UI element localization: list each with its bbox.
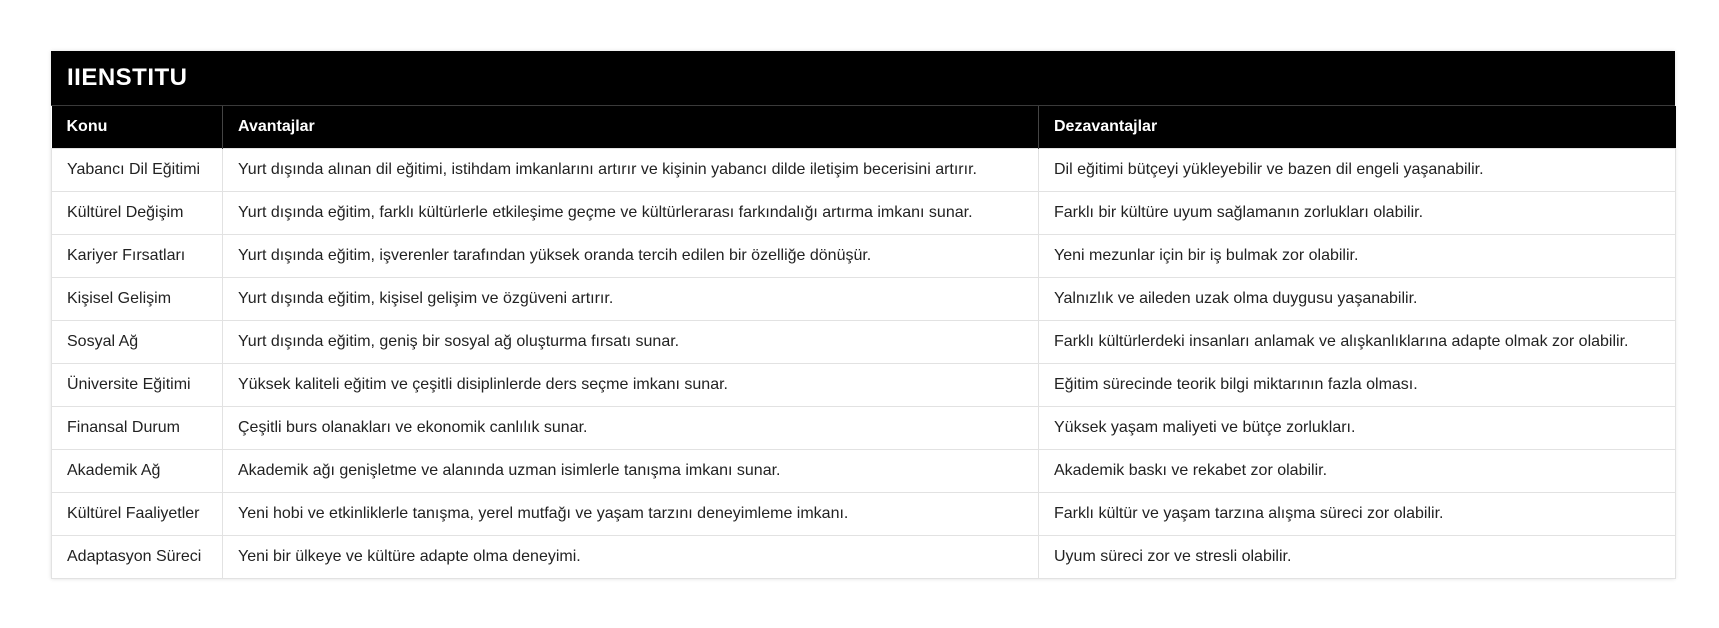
cell-dezavantajlar: Farklı bir kültüre uyum sağlamanın zorlukları olabilir. [1039,191,1676,234]
cell-konu: Adaptasyon Süreci [52,535,223,578]
cell-konu: Sosyal Ağ [52,320,223,363]
table-row [52,148,1676,191]
cell-dezavantajlar: Eğitim sürecinde teorik bilgi miktarının fazla olması. [1039,363,1676,406]
cell-konu: Üniversite Eğitimi [52,363,223,406]
cell-dezavantajlar: Farklı kültür ve yaşam tarzına alışma süreci zor olabilir. [1039,492,1676,535]
cell-konu: Kültürel Faaliyetler [52,492,223,535]
comparison-table-container [51,51,1675,579]
header-dezavantajlar: Dezavantajlar [1039,106,1676,148]
cell-dezavantajlar: Uyum süreci zor ve stresli olabilir. [1039,535,1676,578]
cell-avantajlar: Çeşitli burs olanakları ve ekonomik canlılık sunar. [223,406,1039,449]
cell-konu: Kişisel Gelişim [52,277,223,320]
table-row [52,535,1676,578]
cell-konu: Yabancı Dil Eğitimi [52,148,223,191]
table-row [52,277,1676,320]
comparison-table [51,106,1676,579]
table-row [52,191,1676,234]
cell-konu: Finansal Durum [52,406,223,449]
cell-konu: Kültürel Değişim [52,191,223,234]
table-row [52,406,1676,449]
cell-dezavantajlar: Yüksek yaşam maliyeti ve bütçe zorlukları. [1039,406,1676,449]
table-header [52,106,1676,148]
table-row [52,320,1676,363]
cell-dezavantajlar: Yalnızlık ve aileden uzak olma duygusu yaşanabilir. [1039,277,1676,320]
cell-avantajlar: Yurt dışında eğitim, işverenler tarafından yüksek oranda tercih edilen bir özelliğe dönüşür. [223,234,1039,277]
table-row [52,449,1676,492]
cell-konu: Akademik Ağ [52,449,223,492]
cell-avantajlar: Yurt dışında eğitim, kişisel gelişim ve özgüveni artırır. [223,277,1039,320]
cell-avantajlar: Yurt dışında eğitim, geniş bir sosyal ağ oluşturma fırsatı sunar. [223,320,1039,363]
cell-avantajlar: Yurt dışında eğitim, farklı kültürlerle etkileşime geçme ve kültürlerarası farkındalığı artırma imkanı sunar. [223,191,1039,234]
header-row [52,106,1676,148]
cell-dezavantajlar: Dil eğitimi bütçeyi yükleyebilir ve bazen dil engeli yaşanabilir. [1039,148,1676,191]
cell-avantajlar: Yüksek kaliteli eğitim ve çeşitli disiplinlerde ders seçme imkanı sunar. [223,363,1039,406]
brand-title: IIENSTITU [51,51,1675,106]
cell-avantajlar: Akademik ağı genişletme ve alanında uzman isimlerle tanışma imkanı sunar. [223,449,1039,492]
table-row [52,492,1676,535]
table-row [52,363,1676,406]
header-avantajlar: Avantajlar [223,106,1039,148]
table-body [52,148,1676,578]
cell-dezavantajlar: Farklı kültürlerdeki insanları anlamak ve alışkanlıklarına adapte olmak zor olabilir. [1039,320,1676,363]
cell-avantajlar: Yurt dışında alınan dil eğitimi, istihdam imkanlarını artırır ve kişinin yabancı dilde iletişim becerisini artırır. [223,148,1039,191]
cell-avantajlar: Yeni bir ülkeye ve kültüre adapte olma deneyimi. [223,535,1039,578]
cell-avantajlar: Yeni hobi ve etkinliklerle tanışma, yerel mutfağı ve yaşam tarzını deneyimleme imkanı. [223,492,1039,535]
cell-dezavantajlar: Yeni mezunlar için bir iş bulmak zor olabilir. [1039,234,1676,277]
cell-konu: Kariyer Fırsatları [52,234,223,277]
cell-dezavantajlar: Akademik baskı ve rekabet zor olabilir. [1039,449,1676,492]
header-konu: Konu [52,106,223,148]
table-row [52,234,1676,277]
